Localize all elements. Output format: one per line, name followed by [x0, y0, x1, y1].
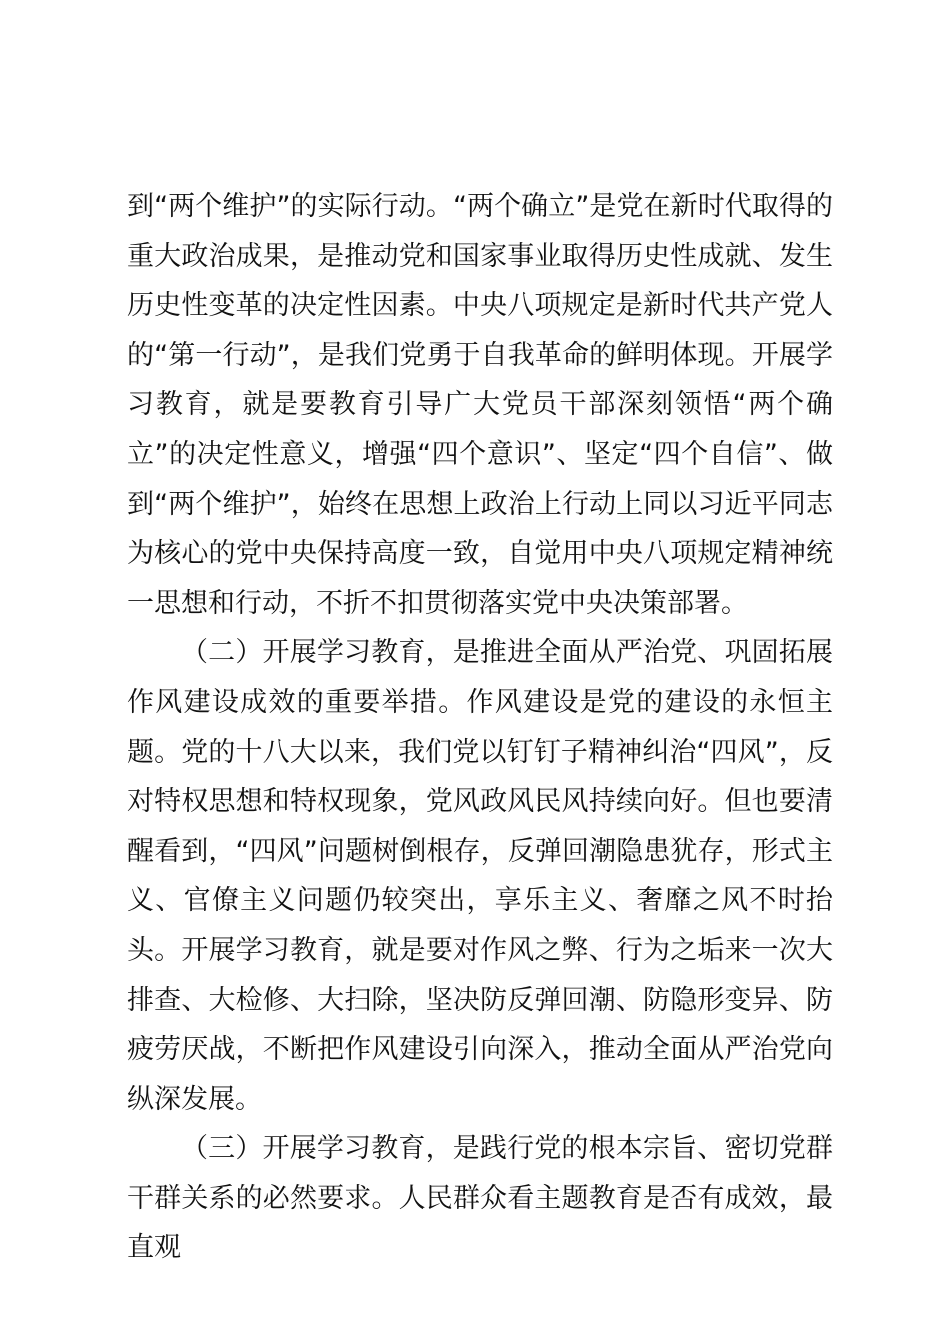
paragraph-continuation: 到“两个维护”的实际行动。“两个确立”是党在新时代取得的重大政治成果，是推动党和国家事业取得历史性成就、发生历史性变革的决定性因素。中央八项规定是新时代共产党人的“第一行动”，是我们党勇于自我革命的鲜明体现。开展学习教育，就是要教育引导广大党员干部深刻领悟“两个确立”的决定性意义，增强“四个意识”、坚定“四个自信”、做到“两个维护”，始终在思想上政治上行动上同以习近平同志为核心的党中央保持高度一致，自觉用中央八项规定精神统一思想和行动，不折不扣贯彻落实党中央决策部署。: [127, 191, 833, 619]
paragraph-section-two: （二）开展学习教育，是推进全面从严治党、巩固拓展作风建设成效的重要举措。作风建设是党的建设的永恒主题。党的十八大以来，我们党以钉钉子精神纠治“四风”，反对特权思想和特权现象，党风政风民风持续向好。但也要清醒看到，“四风”问题树倒根存，反弹回潮隐患犹存，形式主义、官僚主义问题仍较突出，享乐主义、奢靡之风不时抬头。开展学习教育，就是要对作风之弊、行为之垢来一次大排查、大检修、大扫除，坚决防反弹回潮、防隐形变异、防疲劳厌战，不断把作风建设引向深入，推动全面从严治党向纵深发展。: [127, 637, 833, 1115]
body-text: [127, 182, 833, 1273]
paragraph-section-three: （三）开展学习教育，是践行党的根本宗旨、密切党群干群关系的必然要求。人民群众看主题教育是否有成效，最直观: [127, 1133, 833, 1264]
